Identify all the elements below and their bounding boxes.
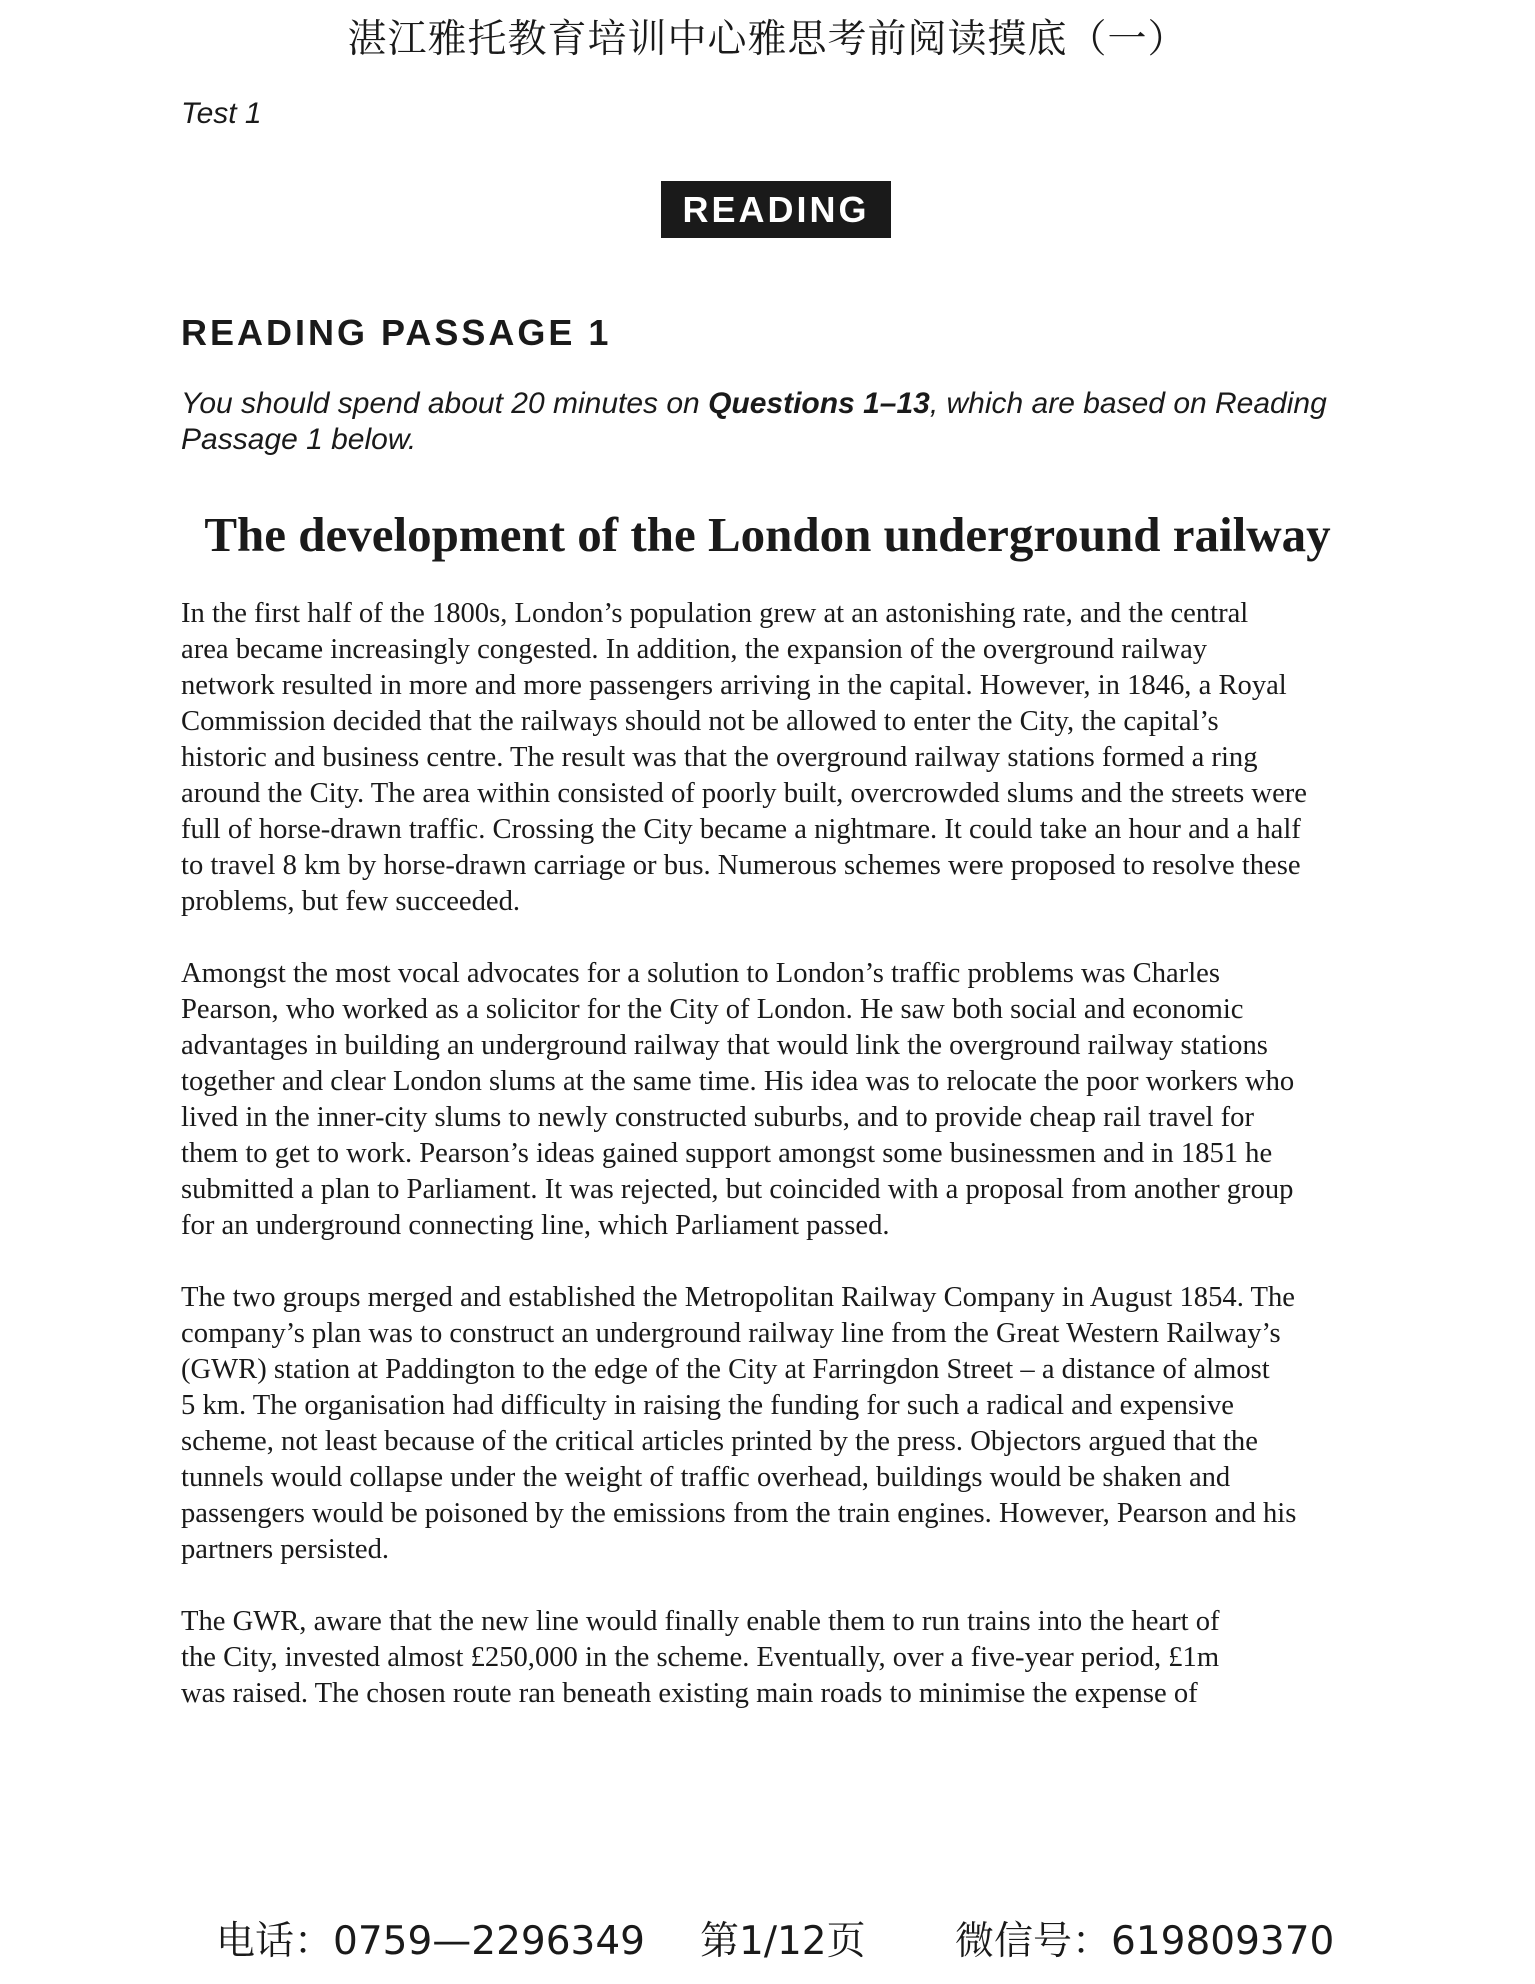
paragraph-line: Commission decided that the railways should not be allowed to enter the City, the capital’s: [181, 706, 1219, 737]
instruction-line-2: Passage 1 below.: [181, 423, 417, 456]
passage-heading: READING PASSAGE 1: [181, 312, 612, 353]
paragraph-line: Pearson, who worked as a solicitor for the City of London. He saw both social and economic: [181, 994, 1244, 1025]
paragraph-line: problems, but few succeeded.: [181, 886, 521, 917]
page-footer: [0, 1914, 1535, 1970]
paragraph-line: area became increasingly congested. In addition, the expansion of the overground railway: [181, 634, 1208, 665]
instruction-part-2: , which are based on Reading: [929, 387, 1327, 420]
paragraph-line: submitted a plan to Parliament. It was rejected, but coincided with a proposal from another group: [181, 1174, 1294, 1205]
test-label: Test 1: [181, 97, 262, 130]
paragraph-line: them to get to work. Pearson’s ideas gained support amongst some businessmen and in 1851 he: [181, 1138, 1273, 1169]
paragraph-line: In the first half of the 1800s, London’s population grew at an astonishing rate, and the central: [181, 598, 1249, 629]
paragraph-line: for an underground connecting line, which Parliament passed.: [181, 1210, 890, 1241]
footer-page-number: 第1/12页: [700, 1919, 866, 1964]
paragraph-line: 5 km. The organisation had difficulty in raising the funding for such a radical and expensive: [181, 1390, 1234, 1421]
instruction-part-1: You should spend about 20 minutes on: [181, 387, 709, 420]
page-header-title: 湛江雅托教育培训中心雅思考前阅读摸底（一）: [347, 17, 1188, 62]
paragraph-line: company’s plan was to construct an underground railway line from the Great Western Railway’s: [181, 1318, 1281, 1349]
paragraph-line: The GWR, aware that the new line would finally enable them to run trains into the heart of: [181, 1606, 1220, 1637]
paragraph-line: (GWR) station at Paddington to the edge of the City at Farringdon Street – a distance of almost: [181, 1354, 1270, 1385]
paragraph-line: scheme, not least because of the critical articles printed by the press. Objectors argued that the: [181, 1426, 1258, 1457]
paragraph-line: tunnels would collapse under the weight of traffic overhead, buildings would be shaken and: [181, 1462, 1231, 1493]
reading-section-banner: READING: [661, 181, 891, 238]
paragraph-line: was raised. The chosen route ran beneath existing main roads to minimise the expense of: [181, 1678, 1198, 1709]
paragraph-line: lived in the inner-city slums to newly constructed suburbs, and to provide cheap rail travel for: [181, 1102, 1254, 1133]
article-title: The development of the London underground railway: [204, 507, 1331, 562]
paragraph-line: full of horse-drawn traffic. Crossing the City became a nightmare. It could take an hour and a half: [181, 814, 1301, 845]
article-paragraph: [181, 1604, 1391, 1712]
paragraph-line: advantages in building an underground railway that would link the overground railway stations: [181, 1030, 1268, 1061]
paragraph-line: partners persisted.: [181, 1534, 390, 1565]
article-paragraph: [181, 1280, 1391, 1568]
instruction-text: [181, 386, 1381, 458]
paragraph-line: The two groups merged and established the Metropolitan Railway Company in August 1854. The: [181, 1282, 1295, 1313]
article-paragraph: [181, 956, 1391, 1244]
instruction-line-1: [181, 386, 1381, 422]
paragraph-line: around the City. The area within consisted of poorly built, overcrowded slums and the streets were: [181, 778, 1307, 809]
footer-phone: 电话：0759—2296349: [216, 1919, 645, 1964]
paragraph-line: passengers would be poisoned by the emissions from the train engines. However, Pearson and his: [181, 1498, 1297, 1529]
paragraph-line: together and clear London slums at the same time. His idea was to relocate the poor workers who: [181, 1066, 1295, 1097]
paragraph-line: network resulted in more and more passengers arriving in the capital. However, in 1846, a Royal: [181, 670, 1287, 701]
paragraph-line: to travel 8 km by horse-drawn carriage or bus. Numerous schemes were proposed to resolve these: [181, 850, 1301, 881]
article-paragraph: [181, 596, 1391, 920]
instruction-questions-range: Questions 1–13: [708, 387, 930, 420]
footer-wechat: 微信号：619809370: [955, 1919, 1335, 1964]
paragraph-line: the City, invested almost £250,000 in the scheme. Eventually, over a five-year period, £1m: [181, 1642, 1220, 1673]
article-body: [181, 596, 1391, 1748]
paragraph-line: historic and business centre. The result was that the overground railway stations formed a ring: [181, 742, 1258, 773]
paragraph-line: Amongst the most vocal advocates for a solution to London’s traffic problems was Charles: [181, 958, 1220, 989]
